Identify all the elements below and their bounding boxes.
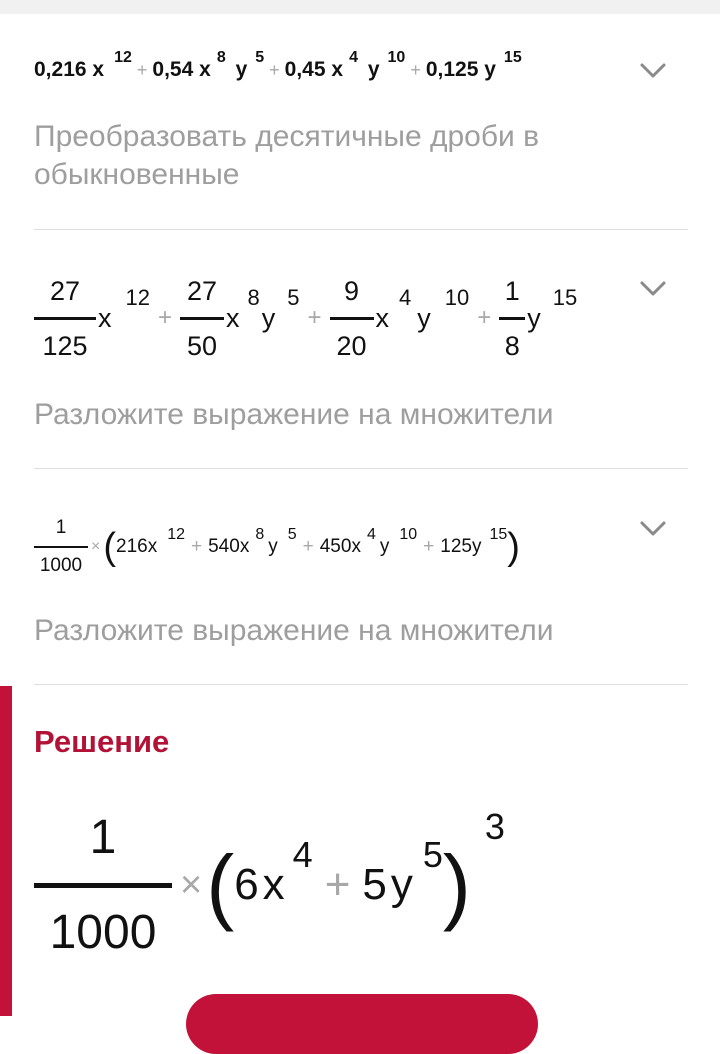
divider (34, 684, 688, 685)
step-2-hint: Разложите выражение на множители (34, 398, 554, 431)
plus-sign: + (302, 536, 314, 557)
fraction: $\frac{27}{125}$ (34, 275, 96, 362)
solution-expression: 1 1000 × ( 6 x 4 + 5 y 5 ) 3 (34, 800, 505, 970)
plus-sign: + (410, 59, 421, 80)
step-2-expression: $\frac{27}{125}$ x 12 + $\frac{27}{50}$ x 8 y 5 + $\frac{9}{20}$ x 4 y 10 + $\frac{1}{8}$ y 15 (34, 272, 577, 364)
chevron-down-icon[interactable] (636, 512, 670, 546)
term: 0,125 y15 (425, 49, 522, 81)
chevron-down-icon[interactable] (636, 54, 670, 88)
top-bar (0, 0, 720, 14)
step-1-expression (34, 40, 522, 100)
fraction: $\frac{1}{8}$ (499, 275, 525, 362)
solution-accent-bar (0, 686, 12, 1016)
plus-sign: + (157, 304, 172, 331)
plus-sign: + (136, 59, 148, 80)
outer-exponent: 3 (484, 806, 505, 847)
fraction: $\frac{1}{1000}$ (34, 516, 88, 578)
plus-sign: + (477, 304, 492, 331)
step-3-hint: Разложите выражение на множители (34, 614, 554, 647)
chevron-down-icon[interactable] (636, 272, 670, 306)
plus-sign: + (269, 59, 280, 80)
solution-title: Решение (34, 724, 170, 759)
divider (34, 468, 688, 469)
primary-action-button[interactable] (186, 994, 538, 1054)
times-sign: × (91, 538, 101, 555)
divider (34, 229, 688, 230)
plus-sign: + (423, 536, 435, 557)
fraction: $\frac{9}{20}$ (330, 275, 374, 362)
plus-sign: + (324, 860, 351, 909)
term: 0,54 x8 y5 (152, 49, 265, 81)
times-sign: × (180, 863, 203, 906)
step-3-expression: $\frac{1}{1000}$ × ( 216 x 12 + 540 x 8 y 5 + 450 x 4 y 10 + 125 y 15 ) (34, 508, 520, 586)
close-paren: ) (507, 525, 520, 568)
open-paren: ( (206, 838, 235, 932)
close-paren: ) (442, 838, 471, 932)
open-paren: ( (103, 525, 116, 568)
fraction: 1 1000 (34, 811, 172, 960)
plus-sign: + (191, 536, 203, 557)
fraction: $\frac{27}{50}$ (180, 275, 224, 362)
term: 0,216 x12 (34, 49, 132, 81)
term: 0,45 x4 y10 (284, 49, 406, 81)
plus-sign: + (307, 304, 322, 331)
step-1-hint: Преобразовать десятичные дроби в обыкновенные (34, 120, 540, 191)
